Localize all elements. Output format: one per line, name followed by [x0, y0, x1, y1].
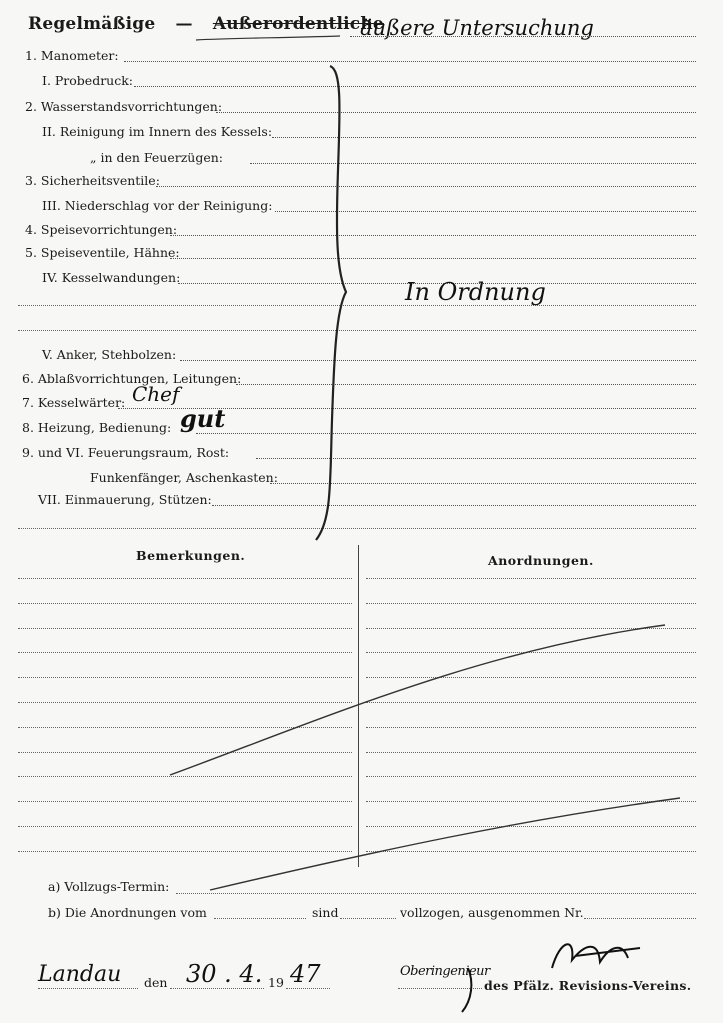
item-label: I. Probedruck:	[42, 73, 134, 88]
item-label: 1. Manometer:	[25, 48, 119, 63]
item-label: V. Anker, Stehbolzen:	[42, 347, 177, 362]
brace-stroke	[316, 66, 346, 540]
title-handwritten: äußere Untersuchung	[360, 16, 594, 40]
title-regular: Regelmäßige	[28, 14, 156, 34]
item-label: 5. Speiseventile, Hähne:	[25, 245, 180, 260]
item-label: 2. Wasserstandsvorrichtungen:	[25, 99, 223, 114]
item-label: 6. Ablaßvorrichtungen, Leitungen:	[22, 371, 242, 386]
place-handwritten: Landau	[38, 962, 122, 987]
waerter-handwritten: Chef	[132, 382, 180, 406]
item-label: 8. Heizung, Bedienung:	[22, 420, 172, 435]
date-handwritten: 30 . 4.	[186, 960, 263, 988]
item-label: „ in den Feuerzügen:	[90, 150, 224, 165]
signature-role-handwritten: Oberingenieur	[400, 964, 490, 979]
year-handwritten: 47	[290, 960, 321, 988]
item-label: IV. Kesselwandungen:	[42, 270, 181, 285]
deadline-label: a) Vollzugs-Termin:	[48, 879, 170, 894]
brace-note-handwritten: In Ordnung	[405, 278, 546, 306]
year-prefix: 19	[268, 975, 284, 990]
orders-date-label: b) Die Anordnungen vom	[48, 905, 207, 920]
orders-heading: Anordnungen.	[488, 553, 594, 568]
heizung-handwritten: gut	[180, 404, 226, 433]
den-label: den	[144, 975, 168, 990]
title-dash: —	[175, 14, 193, 34]
item-label: 4. Speisevorrichtungen:	[25, 222, 178, 237]
item-label: II. Reinigung im Innern des Kessels:	[42, 124, 273, 139]
orders-sind-label: sind	[312, 905, 339, 920]
item-label: 7. Kesselwärter:	[22, 395, 126, 410]
signature-stroke	[552, 944, 640, 968]
title-extraordinary: Außerordentliche	[212, 14, 384, 34]
cancel-stroke	[170, 625, 665, 775]
item-label: III. Niederschlag vor der Reinigung:	[42, 198, 273, 213]
org-label: des Pfälz. Revisions-Vereins.	[484, 978, 692, 993]
remarks-heading: Bemerkungen.	[136, 548, 246, 563]
item-label: Funkenfänger, Aschenkasten:	[90, 470, 278, 485]
orders-done-label: vollzogen, ausgenommen Nr.	[400, 905, 584, 920]
item-label: VII. Einmauerung, Stützen:	[38, 492, 212, 507]
cancel-stroke	[210, 798, 680, 890]
signature-stroke	[462, 968, 471, 1012]
item-label: 3. Sicherheitsventile:	[25, 173, 160, 188]
strike-stroke	[196, 36, 340, 40]
item-label: 9. und VI. Feuerungsraum, Rost:	[22, 445, 230, 460]
